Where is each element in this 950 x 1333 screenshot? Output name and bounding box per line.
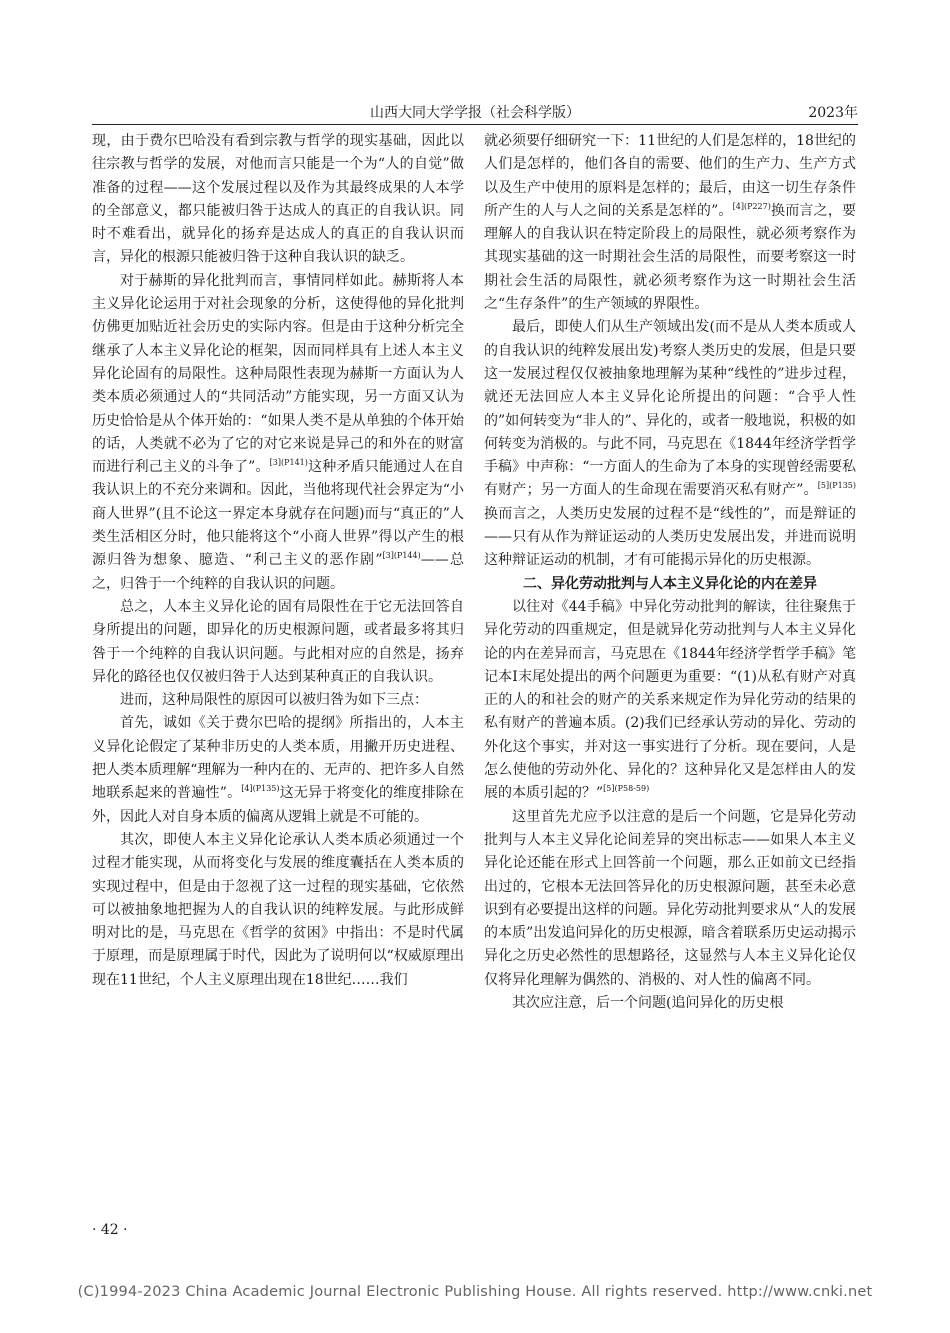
text-run: 换而言之，要理解人的自我认识在特定阶段上的局限性，就必须考察作为其现实基础的这一时期社会生活的局限性，而要考察这一时期社会生活的局限性，就必须考察作为这一时期社会生活之“生存条件”的生产领域的界限性。 (484, 202, 857, 313)
paragraph (92, 596, 464, 689)
paragraph (92, 270, 464, 596)
citation-ref: [5](P58-59) (603, 784, 650, 794)
paragraph (484, 316, 856, 572)
text-run: 首先，诚如《关于费尔巴哈的提纲》所指出的，人本主义异化论假定了某种非历史的人类本质，用撇开历史进程、把人类本质理解“理解为一种内在的、无声的、把许多人自然地联系起来的普遍性”。 (92, 715, 464, 802)
text-run: 这种矛盾只能通过人在自我认识上的不充分来调和。因此，当他将现代社会界定为“小商人世界”(且不论这一界定本身就存在问题)而与“真正的”人类生活相区分时，他只能将这个“小商人世界”得以产生的根源归咎为想象、臆造、“利己主义的恶作剧” (92, 459, 464, 569)
text-run: 总之，人本主义异化论的固有局限性在于它无法回答自身所提出的问题，即异化的历史根源问题，或者最多将其归咎于一个纯粹的自我认识问题。与此相对应的自然是，扬弃异化的路径也仅仅被归咎于人达到某种真正的自我认识。 (92, 598, 464, 685)
copyright-footer: (C)1994-2023 China Academic Journal Electronic Publishing House. All rights reserved. http://www.cnki.net (77, 1284, 873, 1300)
right-column (484, 130, 856, 1015)
text-run: 其次，即使人本主义异化论承认人类本质必须通过一个过程才能实现，从而将变化与发展的维度囊括在人类本质的实现过程中，但是由于忽视了这一过程的现实基础，它依然可以被抽象地把握为人的自我认识的纯粹发展。与此形成鲜明对比的是，马克思在《哲学的贫困》中指出：不是时代属于原理，而是原理属于时代，因此为了说明何以“权威原理出现在11世纪，个人主义原理出现在18世纪……我们 (92, 831, 464, 988)
paragraph (484, 992, 856, 1015)
text-run: 换而言之，人类历史发展的过程不是“线性的”，而是辩证的——只有从作为辩证运动的人类历史发展出发，并进而说明这种辩证运动的机制，才有可能揭示异化的历史根源。 (484, 505, 856, 569)
text-run: 其次应注意，后一个问题(追问异化的历史根 (512, 994, 784, 1011)
paragraph (92, 712, 464, 828)
text-run: ——总之，归咎于一个纯粹的自我认识的问题。 (92, 552, 464, 592)
paragraph (484, 596, 856, 806)
paragraph (92, 130, 464, 270)
left-column (92, 130, 464, 992)
text-run: 这里首先尤应予以注意的是后一个问题，它是异化劳动批判与人本主义异化论间差异的突出标志——如果人本主义异化论还能在形式上回答前一个问题，那么正如前文已经指出过的，它根本无法回答异化的历史根源问题，甚至未必意识到有必要提出这样的问题。异化劳动批判要求从“人的发展的本质”出发追问异化的历史根源，暗含着联系历史运动揭示异化之历史必然性的思想路径，这显然与人本主义异化论仅仅将异化理解为偶然的、消极的、对人性的偏离不同。 (484, 808, 856, 988)
running-header (92, 100, 858, 125)
paragraph (92, 829, 464, 992)
text-run: 就必须要仔细研究一下：11世纪的人们是怎样的，18世纪的人们是怎样的，他们各自的需要、他们的生产力、生产方式以及生产中使用的原料是怎样的；最后，由这一切生存条件所产生的人与人之间的关系是怎样的”。 (484, 133, 856, 219)
text-run: 进而，这种局限性的原因可以被归咎为如下三点： (120, 692, 428, 709)
paragraph (484, 130, 856, 316)
text-run: 现，由于费尔巴哈没有看到宗教与哲学的现实基础，因此以往宗教与哲学的发展，对他而言只能是一个为“人的自觉”做准备的过程——这个发展过程以及作为其最终成果的人本学的全部意义，都只能被归咎于达成人的真正的自我认识。同时不难看出，就异化的扬弃是达成人的真正的自我认识而言，异化的根源只能被归咎于这种自我认识的缺乏。 (92, 133, 464, 266)
text-run: 这无异于将变化的维度排除在外，因此人对自身本质的偏离从逻辑上就是不可能的。 (92, 785, 464, 825)
journal-title: 山西大同大学学报（社会科学版） (370, 105, 580, 121)
citation-ref: [3](P141) (269, 458, 308, 468)
text-run: 最后，即使人们从生产领域出发(而不是从人类本质或人的自我认识的纯粹发展出发)考察人类历史的发展，但是只要这一发展过程仅仅被抽象地理解为某种“线性的”进步过程，就还无法回应人本主义异化论所提出的问题：“合乎人性的”如何转变为“非人的”、异化的，或者一般地说，积极的如何转变为消极的。与此不同，马克思在《1844年经济学哲学手稿》中声称：“一方面人的生命为了本身的实现曾经需要私有财产；另一方面人的生命现在需要消灭私有财产”。 (484, 319, 856, 499)
citation-ref: [4](P227) (732, 201, 771, 211)
text-run: 以往对《44手稿》中异化劳动批判的解读，往往聚焦于异化劳动的四重规定，但是就异化劳动批判与人本主义异化论的内在差异而言，马克思在《1844年经济学哲学手稿》笔记本Ⅰ末尾处提出的两个问题更为重要：“(1)从私有财产对真正的人的和社会的财产的关系来规定作为异化劳动的结果的私有财产的普遍本质。(2)我们已经承认劳动的异化、劳动的外化这个事实，并对这一事实进行了分析。现在要问，人是怎么使他的劳动外化、异化的？这种异化又是怎样由人的发展的本质引起的？” (484, 598, 856, 802)
page-number: · 42 · (92, 1222, 128, 1238)
citation-ref: [4](P135) (241, 784, 280, 794)
citation-ref: [5](P135) (817, 481, 856, 491)
section-heading: 二、异化劳动批判与人本主义异化论的内在差异 (523, 575, 817, 592)
citation-ref: [3](P144) (382, 551, 421, 561)
text-run: 对于赫斯的异化批判而言，事情同样如此。赫斯将人本主义异化论运用于对社会现象的分析，这使得他的异化批判仿佛更加贴近社会历史的实际内容。但是由于这种分析完全继承了人本主义异化论的框架，因而同样具有上述人本主义异化论固有的局限性。这种局限性表现为赫斯一方面认为人类本质必须通过人的“共同活动”方能实现，另一方面又认为历史恰恰是从个体开始的：“如果人类不是从单独的个体开始的话，人类就不必为了它的对它来说是异己的和外在的财富而进行利己主义的斗争了”。 (92, 272, 464, 476)
paragraph (484, 806, 856, 992)
paragraph (92, 689, 464, 712)
journal-year: 2023年 (808, 105, 858, 121)
